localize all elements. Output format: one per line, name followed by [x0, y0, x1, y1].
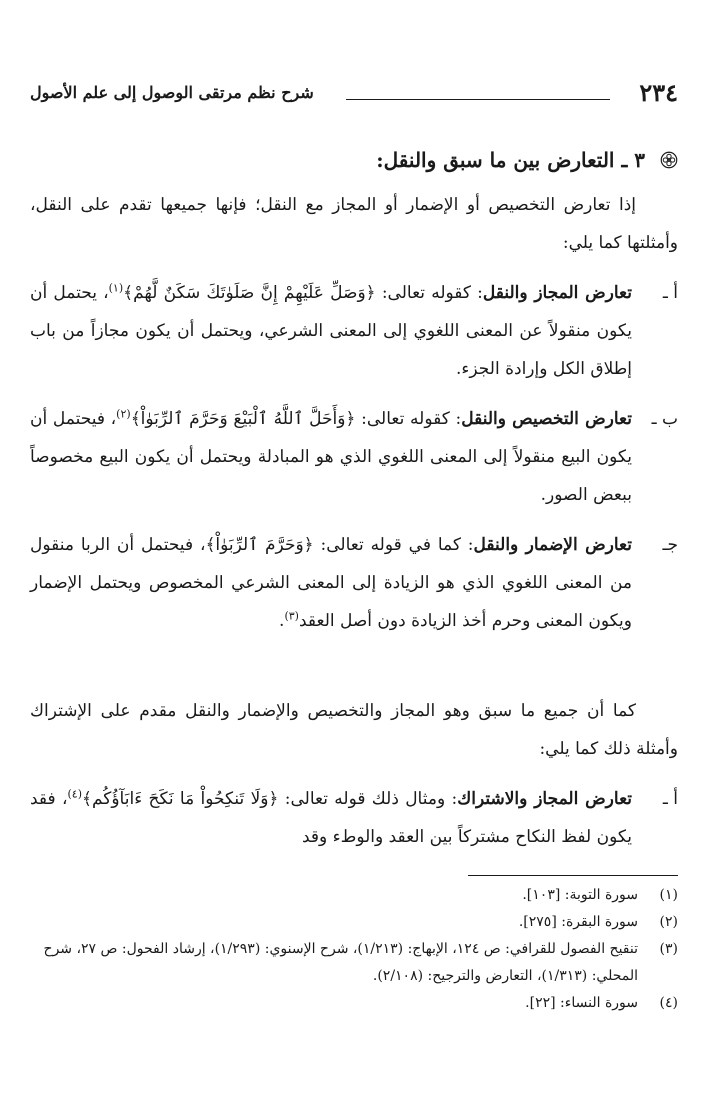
footnote-item [30, 882, 678, 909]
item-marker: أ ـ [662, 283, 678, 303]
page-header [30, 78, 678, 108]
footnote-ref: (٤) [67, 787, 82, 801]
list-item [30, 274, 678, 388]
header-rule [346, 99, 610, 100]
item-end: . [279, 611, 285, 631]
flower-ornament-icon [660, 151, 678, 169]
item-lead: : كقوله تعالى: [355, 409, 462, 429]
item-label: تعارض المجاز والاشتراك [457, 789, 633, 809]
quran-verse: ﴿وَأَحَلَّ ٱللَّهُ ٱلْبَيْعَ وَحَرَّمَ ٱلرِّبَوٰاْ﴾ [130, 409, 356, 429]
footnote-text: سورة النساء: [٢٢]. [525, 995, 638, 1011]
quran-verse: ﴿وَصَلِّ عَلَيْهِمْ إِنَّ صَلَوٰتَكَ سَكَنٌ لَّهُمْ﴾ [123, 283, 376, 303]
page-number: ٢٣٤ [639, 78, 678, 107]
footnote-number: (٤) [659, 995, 678, 1011]
intro-paragraph: إذا تعارض التخصيص أو الإضمار أو المجاز مع النقل؛ فإنها جميعها تقدم على النقل، وأمثلتها كما يلي: [30, 195, 678, 253]
section-number: ٣ [634, 148, 646, 172]
list-item [30, 780, 678, 856]
item-lead: : كقوله تعالى: [375, 283, 483, 303]
book-title: شرح نظم مرتقى الوصول إلى علم الأصول [30, 83, 314, 102]
item-marker: أ ـ [662, 789, 678, 809]
item-marker: جـ [662, 535, 678, 555]
footnote-ref: (٢) [116, 407, 131, 421]
item-rest: ، فقد يكون لفظ النكاح مشتركاً بين العقد والوطء وقد [30, 789, 632, 847]
quran-verse: ﴿وَلَا تَنكِحُواْ مَا نَكَحَ ءَابَآؤُكُم﴾ [81, 789, 279, 809]
footnote-text: تنقيح الفصول للقرافي: ص ١٢٤، الإبهاج: (١/٢١٣)، شرح الإسنوي: (١/٢٩٣)، إرشاد الفحول: ص ٢٧، شرح المحلي: (١/٣١٣)، التعارض والترجيح: (٢/١٠٨). [43, 941, 638, 984]
second-paragraph: كما أن جميع ما سبق وهو المجاز والتخصيص والإضمار والنقل مقدم على الإشتراك وأمثلة ذلك كما يلي: [30, 701, 678, 759]
item-marker: ب ـ [651, 409, 678, 429]
list-item [30, 526, 678, 640]
footnote-item [30, 909, 678, 936]
list-item [30, 400, 678, 514]
footnote-item [30, 936, 678, 990]
item-label: تعارض الإضمار والنقل [473, 535, 632, 555]
item-label: تعارض التخصيص والنقل [461, 409, 632, 429]
footnote-ref: (١) [108, 281, 124, 295]
item-label: تعارض المجاز والنقل [482, 283, 632, 303]
footnote-ref: (٣) [284, 609, 299, 623]
footnote-item [30, 990, 678, 1017]
footnotes [30, 882, 678, 1017]
footnote-text: سورة البقرة: [٢٧٥]. [518, 914, 638, 930]
item-lead: : ومثال ذلك قوله تعالى: [278, 789, 458, 809]
footnote-number: (١) [659, 887, 678, 903]
item-rest: ، فيحتمل أن الربا منقول من المعنى اللغوي الذي هو الزيادة إلى المعنى الشرعي المخصوص ويحتمل الإضمار ويكون المعنى وحرم أخذ الزيادة دون أصل العقد [30, 535, 632, 631]
item-rest: ، يحتمل أن يكون منقولاً عن المعنى اللغوي إلى المعنى الشرعي، ويحتمل أن يكون مجازاً من باب إطلاق الكل وإرادة الجزء. [30, 283, 632, 379]
footnote-separator [468, 875, 678, 876]
footnote-text: سورة التوبة: [١٠٣]. [522, 887, 638, 903]
item-rest: ، فيحتمل أن يكون البيع منقولاً إلى المعنى اللغوي الذي هو المبادلة ويحتمل أن يكون البيع مخصوصاً ببعض الصور. [30, 409, 632, 505]
quran-verse: ﴿وَحَرَّمَ ٱلرِّبَوٰاْ﴾ [205, 535, 314, 555]
section-title: ـ التعارض بين ما سبق والنقل: [376, 148, 628, 172]
footnote-number: (٣) [659, 941, 678, 957]
item-lead: : كما في قوله تعالى: [313, 535, 474, 555]
section-heading [376, 146, 678, 174]
footnote-number: (٢) [659, 914, 678, 930]
